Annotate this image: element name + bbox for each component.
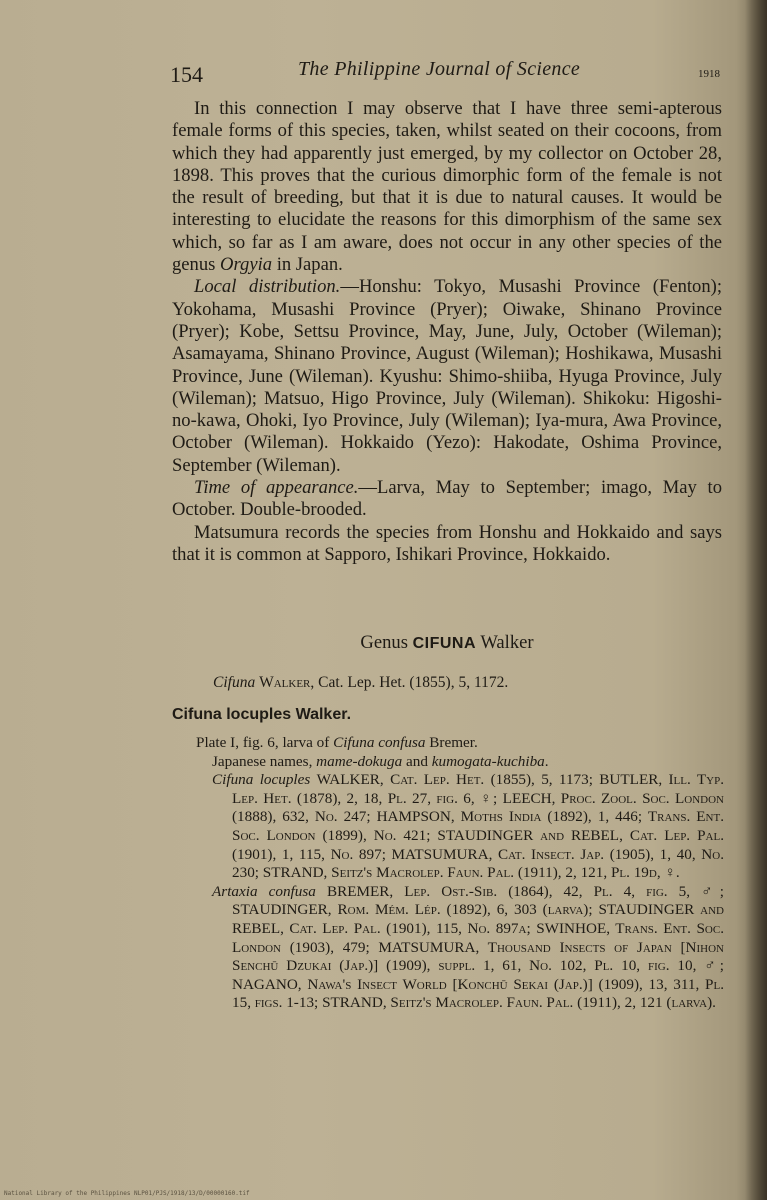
page-header <box>168 58 728 88</box>
genus-name-orgyia: Orgyia <box>220 254 273 276</box>
paragraph-matsumura: Matsumura records the species from Honshu and Hokkaido and says that it is common at Sapporo, Ishikari Province, Hokkaido. <box>172 521 722 565</box>
genus-heading: Genus CIFUNA Walker <box>360 632 534 653</box>
synonymy-artaxia-confusa: Artaxia confusa BREMER, Lep. Ost.-Sib. (1864), 42, Pl. 4, fig. 5, ♂; STAUDINGER, Rom. Mém. Lép. (1892), 6, 303 (larva); STAUDINGER and REBEL, Cat. Lep. Pal. (1901), 115, No. 897a; SWINHOE, Trans. Ent. Soc. London (1903), 479; MATSUMURA, Thousand Insects of Japan [Nihon Senchū Dzukai (Jap.)] (1909), suppl. 1, 61, No. 102, Pl. 10, fig. 10, ♂; NAGANO, Nawa's Insect World [Konchū Sekai (Jap.)] (1909), 13, 311, Pl. 15, figs. 1-13; STRAND, Seitz's Macrolep. Faun. Pal. (1911), 2, 121 (larva). <box>212 882 724 1012</box>
journal-title: The Philippine Journal of Science <box>298 58 581 80</box>
label-time-of-appearance: Time of appearance. <box>194 477 359 499</box>
page-number: 154 <box>170 62 203 87</box>
journal-year: 1918 <box>698 68 720 80</box>
main-text <box>172 98 722 566</box>
paragraph-dimorphism: In this connection I may observe that I have three semi-apterous female forms of this species, taken, whilst seated on their cocoons, from which they had apparently just emerged, by my collector on October 28, 1898. This proves that the curious dimorphic form of the female is not the result of breeding, but that it is due to natural causes. It would be interesting to elucidate the reasons for this dimorphism of the same sex which, so far as I am aware, does not occur in any other species of the genus Orgyia in Japan. <box>172 98 722 276</box>
plate-reference: Plate I, fig. 6, larva of Cifuna confusa Bremer. <box>196 734 478 751</box>
genus-reference: Cifuna Walker, Cat. Lep. Het. (1855), 5, 1172. <box>213 674 509 691</box>
book-spine-shadow <box>745 0 767 1200</box>
species-references <box>196 734 724 1013</box>
synonymy-cifuna-locuples: Cifuna locuples WALKER, Cat. Lep. Het. (1855), 5, 1173; BUTLER, Ill. Typ. Lep. Het. (1878), 2, 18, Pl. 27, fig. 6, ♀; LEECH, Proc. Zool. Soc. London (1888), 632, No. 247; HAMPSON, Moths India (1892), 1, 446; Trans. Ent. Soc. London (1899), No. 421; STAUDINGER and REBEL, Cat. Lep. Pal. (1901), 1, 115, No. 897; MATSUMURA, Cat. Insect. Jap. (1905), 1, 40, No. 230; STRAND, Seitz's Macrolep. Faun. Pal. (1911), 2, 121, Pl. 19d, ♀. <box>212 771 724 882</box>
genus-name: CIFUNA <box>412 635 477 652</box>
japanese-names: Japanese names, mame-dokuga and kumogata-kuchiba. <box>212 752 549 770</box>
species-heading: Cifuna locuples Walker. <box>172 706 352 723</box>
paragraph-time-of-appearance: Time of appearance.—Larva, May to September; imago, May to October. Double-brooded. <box>172 477 722 521</box>
scan-footer: National Library of the Philippines NLP01/PJS/1918/13/D/00000160.tif <box>4 1190 250 1197</box>
label-local-distribution: Local distribution. <box>194 276 341 298</box>
paragraph-local-distribution: Local distribution.—Honshu: Tokyo, Musashi Province (Fenton); Yokohama, Musashi Province (Pryer); Oiwake, Shinano Province (Pryer); Kobe, Settsu Province, May, June, July, October (Wileman); Asamayama, Shinano Province, August (Wileman); Hoshikawa, Musashi Province, June (Wileman). Kyushu: Shimo-shiiba, Hyuga Province, July (Wileman); Matsuo, Higo Province, July (Wileman). Shikoku: Higoshi-no-kawa, Ohoki, Iyo Province, July (Wileman); Iya-mura, Awa Province, October (Wileman). Hokkaido (Yezo): Hakodate, Oshima Province, September (Wileman). <box>172 276 723 476</box>
